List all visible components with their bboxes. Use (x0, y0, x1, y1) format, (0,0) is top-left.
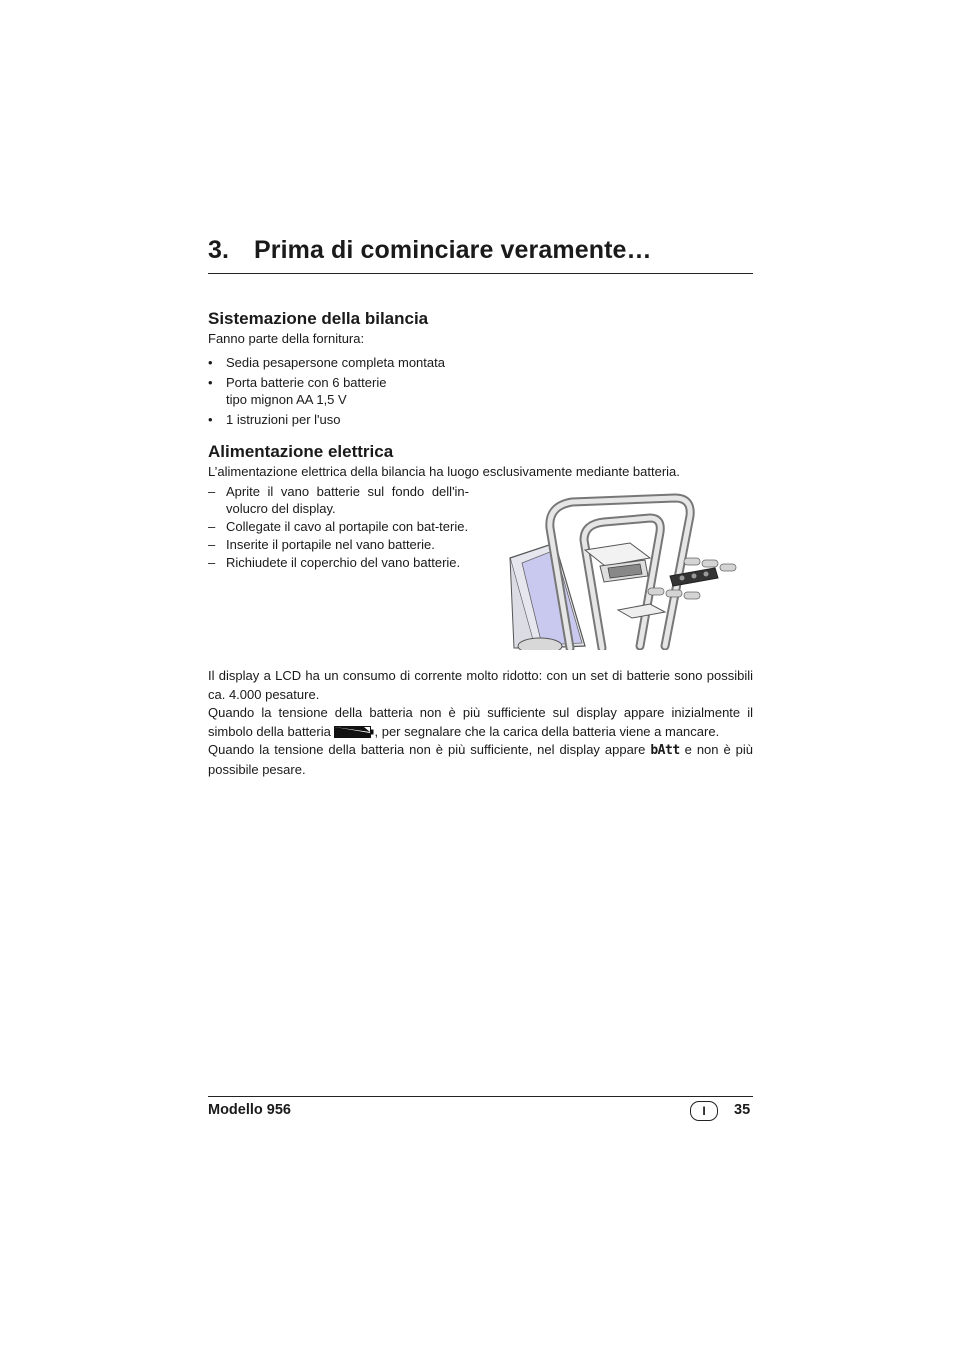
empty-battery-paragraph: Quando la tensione della batteria non è più sufficiente, nel display appare bAtt e non è più possibile pesare. (208, 742, 753, 777)
footer-rule (208, 1096, 753, 1097)
lcd-consumption-paragraph: Il display a LCD ha un consumo di corrente molto ridotto: con un set di batterie sono possibili ca. 4.000 pesature. (208, 668, 753, 702)
section-heading-power: Alimentazione elettrica (208, 442, 394, 461)
batt-display-code: bAtt (650, 743, 680, 758)
list-item: – Aprite il vano batterie sul fondo dell'in-volucro del display. (208, 484, 469, 516)
battery-low-icon (334, 726, 374, 738)
language-badge: I (690, 1101, 718, 1121)
list-item: – Inserite il portapile nel vano batterie. (208, 536, 435, 552)
list-item: • Porta batterie con 6 batterie tipo mignon AA 1,5 V (208, 375, 387, 407)
list-item: • 1 istruzioni per l'uso (208, 411, 341, 427)
section-heading-setup: Sistemazione della bilancia (208, 309, 429, 328)
list-item: • Sedia pesapersone completa montata (208, 355, 445, 370)
list-item: – Richiudete il coperchio del vano batterie. (208, 554, 461, 570)
delivery-intro: Fanno parte della fornitura: (208, 331, 365, 346)
chapter-number: 3. (208, 236, 230, 264)
page-number: 35 (734, 1102, 751, 1118)
low-battery-paragraph: Quando la tensione della batteria non è più sufficiente sul display appare inizialmente il simbolo della batteria , per segnalare che la carica della batteria viene a mancare. (208, 705, 753, 739)
battery-compartment-illustration (500, 488, 755, 650)
chapter-title-text: Prima di cominciare veramente… (254, 236, 652, 264)
steps-list (208, 484, 469, 573)
chapter-title (208, 236, 652, 265)
footer-model: Modello 956 (208, 1102, 291, 1118)
title-rule (208, 273, 753, 274)
power-intro: L’alimentazione elettrica della bilancia ha luogo esclusivamente mediante batteria. (208, 464, 680, 479)
list-item: – Collegate il cavo al portapile con bat-terie. (208, 518, 469, 534)
delivery-list (208, 355, 508, 432)
